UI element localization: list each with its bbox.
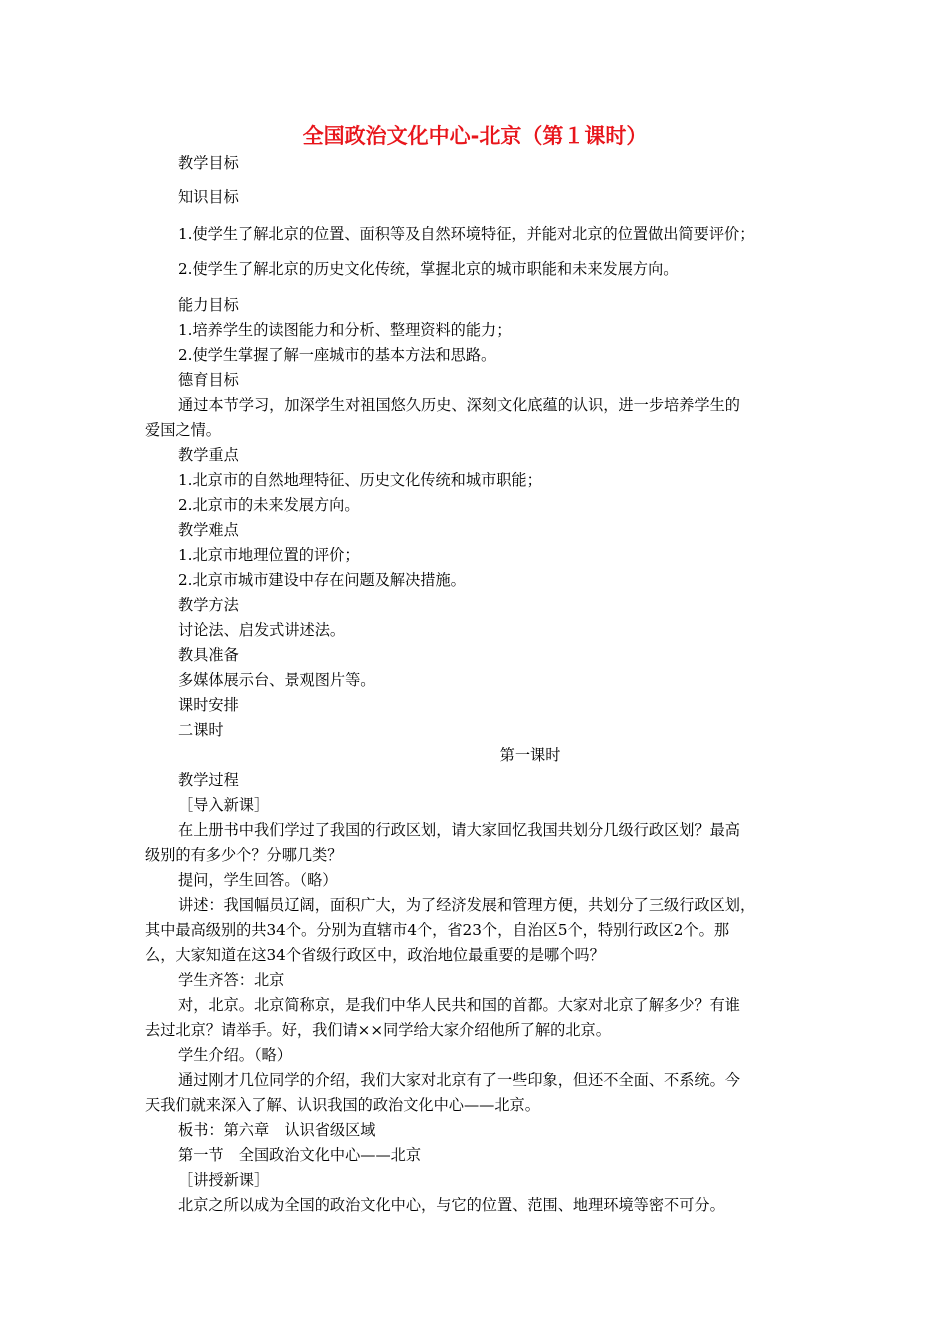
lecture-line-1: 讲述：我国幅员辽阔，面积广大，为了经济发展和管理方便，共划分了三级行政区划， [178, 896, 756, 914]
key-point-1: 1.北京市的自然地理特征、历史文化传统和城市职能； [178, 471, 542, 489]
schedule-text: 二课时 [178, 721, 224, 739]
ability-goal-2: 2.使学生掌握了解一座城市的基本方法和思路。 [178, 346, 497, 364]
heading-ability-goals: 能力目标 [178, 296, 239, 314]
lecture-line-3: 么，大家知道在这34个省级行政区中，政治地位最重要的是哪个吗？ [145, 946, 605, 964]
intro-line-1: 在上册书中我们学过了我国的行政区划，请大家回忆我国共划分几级行政区划？最高 [178, 821, 740, 839]
heading-schedule: 课时安排 [178, 696, 239, 714]
beijing-line-1: 对，北京。北京简称京，是我们中华人民共和国的首都。大家对北京了解多少？有谁 [178, 996, 740, 1014]
intro-line-2: 级别的有多少个？分哪几类？ [145, 846, 343, 864]
document-title: 全国政治文化中心-北京（第１课时） [302, 124, 648, 148]
difficulty-2: 2.北京市城市建设中存在问题及解决措施。 [178, 571, 466, 589]
materials-text: 多媒体展示台、景观图片等。 [178, 671, 376, 689]
heading-knowledge-goals: 知识目标 [178, 188, 239, 206]
heading-teaching-goals: 教学目标 [178, 154, 239, 172]
heading-materials: 教具准备 [178, 646, 239, 664]
heading-intro: ［导入新课］ [178, 796, 270, 814]
student-answer: 学生齐答：北京 [178, 971, 285, 989]
new-lesson-text: 北京之所以成为全国的政治文化中心，与它的位置、范围、地理环境等密不可分。 [178, 1196, 725, 1214]
summary-line-1: 通过刚才几位同学的介绍，我们大家对北京有了一些印象，但还不全面、不系统。今 [178, 1071, 740, 1089]
knowledge-goal-2: 2.使学生了解北京的历史文化传统，掌握北京的城市职能和未来发展方向。 [178, 260, 679, 278]
student-intro: 学生介绍。（略） [178, 1046, 292, 1064]
heading-difficulties: 教学难点 [178, 521, 239, 539]
lecture-line-2: 其中最高级别的共34个。分别为直辖市4个，省23个，自治区5个，特别行政区2个。那 [145, 921, 730, 939]
key-point-2: 2.北京市的未来发展方向。 [178, 496, 360, 514]
methods-text: 讨论法、启发式讲述法。 [178, 621, 346, 639]
question-answer: 提问，学生回答。（略） [178, 871, 338, 889]
ability-goal-1: 1.培养学生的读图能力和分析、整理资料的能力； [178, 321, 512, 339]
lesson-one-heading: 第一课时 [499, 746, 561, 764]
heading-key-points: 教学重点 [178, 446, 239, 464]
difficulty-1: 1.北京市地理位置的评价； [178, 546, 360, 564]
moral-goal-line-1: 通过本节学习，加深学生对祖国悠久历史、深刻文化底蕴的认识，进一步培养学生的 [178, 396, 740, 414]
beijing-line-2: 去过北京？请举手。好，我们请××同学给大家介绍他所了解的北京。 [145, 1021, 611, 1039]
heading-process: 教学过程 [178, 771, 239, 789]
board-section: 第一节 全国政治文化中心——北京 [178, 1146, 421, 1164]
heading-new-lesson: ［讲授新课］ [178, 1171, 270, 1189]
board-chapter: 板书：第六章 认识省级区域 [178, 1121, 376, 1139]
knowledge-goal-1: 1.使学生了解北京的位置、面积等及自然环境特征，并能对北京的位置做出简要评价； [178, 225, 755, 243]
heading-moral-goals: 德育目标 [178, 371, 239, 389]
moral-goal-line-2: 爱国之情。 [145, 421, 221, 439]
heading-methods: 教学方法 [178, 596, 239, 614]
summary-line-2: 天我们就来深入了解、认识我国的政治文化中心——北京。 [145, 1096, 540, 1114]
